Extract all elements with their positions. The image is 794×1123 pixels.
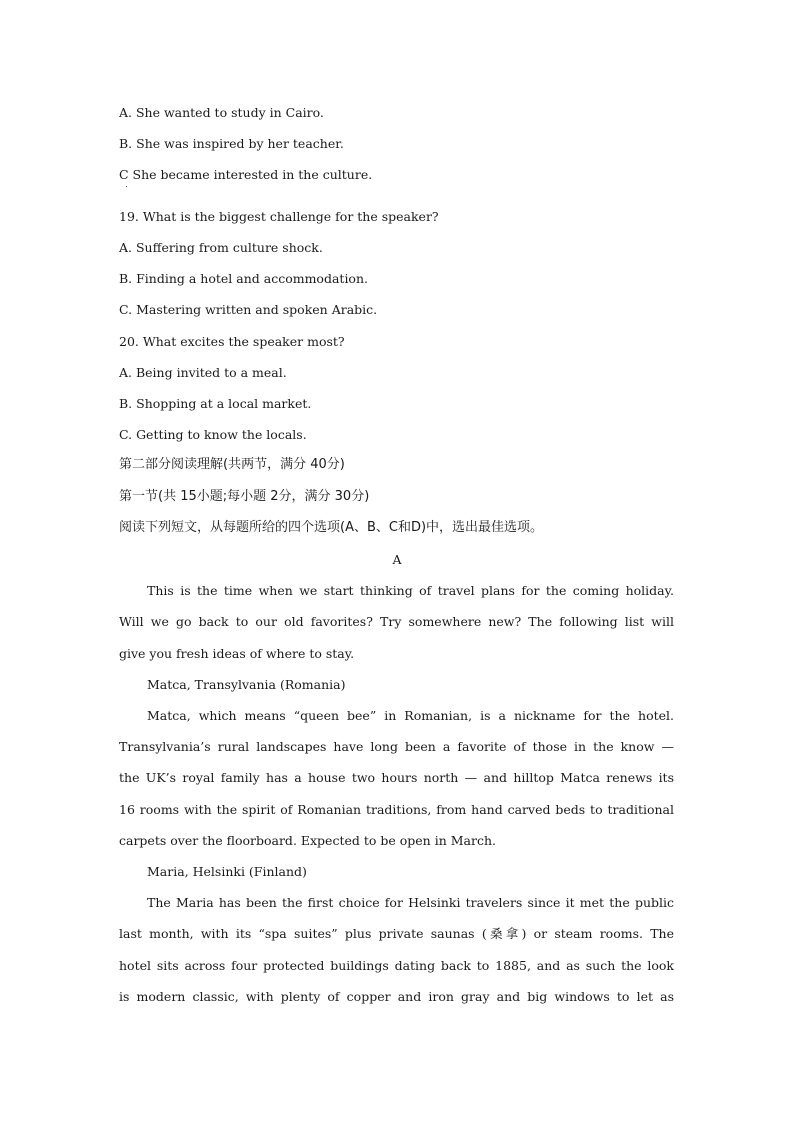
q20-option-b: B. Shopping at a local market.: [119, 396, 312, 411]
passage-label: A: [392, 552, 402, 567]
part2-heading: 第二部分阅读理解(共两节，满分 40分): [119, 457, 345, 472]
q19-stem: 19. What is the biggest challenge for the speaker?: [119, 209, 439, 224]
section1-heading: 第一节(共 15小题;每小题 2分，满分 30分): [119, 489, 370, 504]
reading-instruction: 阅读下列短文，从每题所给的四个选项(A、B、C和D)中，选出最佳选项。: [119, 520, 544, 535]
q19-option-b: B. Finding a hotel and accommodation.: [119, 271, 368, 286]
q18-option-c: C She became interested in the culture.: [119, 167, 373, 182]
hotel2-line-4: is modern classic, with plenty of copper and iron gray and big windows to let as: [119, 989, 674, 1004]
intro-line-1: This is the time when we start thinking of travel plans for the coming holiday.: [147, 583, 674, 598]
hotel1-title: Matca, Transylvania (Romania): [147, 677, 346, 692]
q20-stem: 20. What excites the speaker most?: [119, 334, 345, 349]
hotel2-line-3: hotel sits across four protected buildings dating back to 1885, and as such the look: [119, 958, 674, 973]
q20-option-a: A. Being invited to a meal.: [119, 365, 287, 380]
hotel2-title: Maria, Helsinki (Finland): [147, 864, 307, 879]
q19-option-c: C. Mastering written and spoken Arabic.: [119, 302, 378, 317]
q19-option-a: A. Suffering from culture shock.: [119, 240, 323, 255]
stray-dot: [126, 186, 127, 187]
hotel1-line-4: 16 rooms with the spirit of Romanian traditions, from hand carved beds to traditional: [119, 802, 674, 817]
hotel1-line-5: carpets over the floorboard. Expected to be open in March.: [119, 833, 496, 848]
hotel1-line-2: Transylvania’s rural landscapes have long been a favorite of those in the know —: [119, 739, 674, 754]
hotel1-line-1: Matca, which means “queen bee” in Romanian, is a nickname for the hotel.: [147, 708, 674, 723]
intro-line-3: give you fresh ideas of where to stay.: [119, 646, 355, 661]
hotel1-line-3: the UK’s royal family has a house two hours north — and hilltop Matca renews its: [119, 770, 674, 785]
q20-option-c: C. Getting to know the locals.: [119, 427, 307, 442]
q18-option-b: B. She was inspired by her teacher.: [119, 136, 344, 151]
intro-line-2: Will we go back to our old favorites? Try somewhere new? The following list will: [119, 614, 674, 629]
hotel2-line-2: last month, with its “spa suites” plus private saunas (桑拿) or steam rooms. The: [119, 926, 674, 941]
q18-option-a: A. She wanted to study in Cairo.: [119, 105, 324, 120]
hotel2-line-1: The Maria has been the first choice for Helsinki travelers since it met the public: [147, 895, 674, 910]
